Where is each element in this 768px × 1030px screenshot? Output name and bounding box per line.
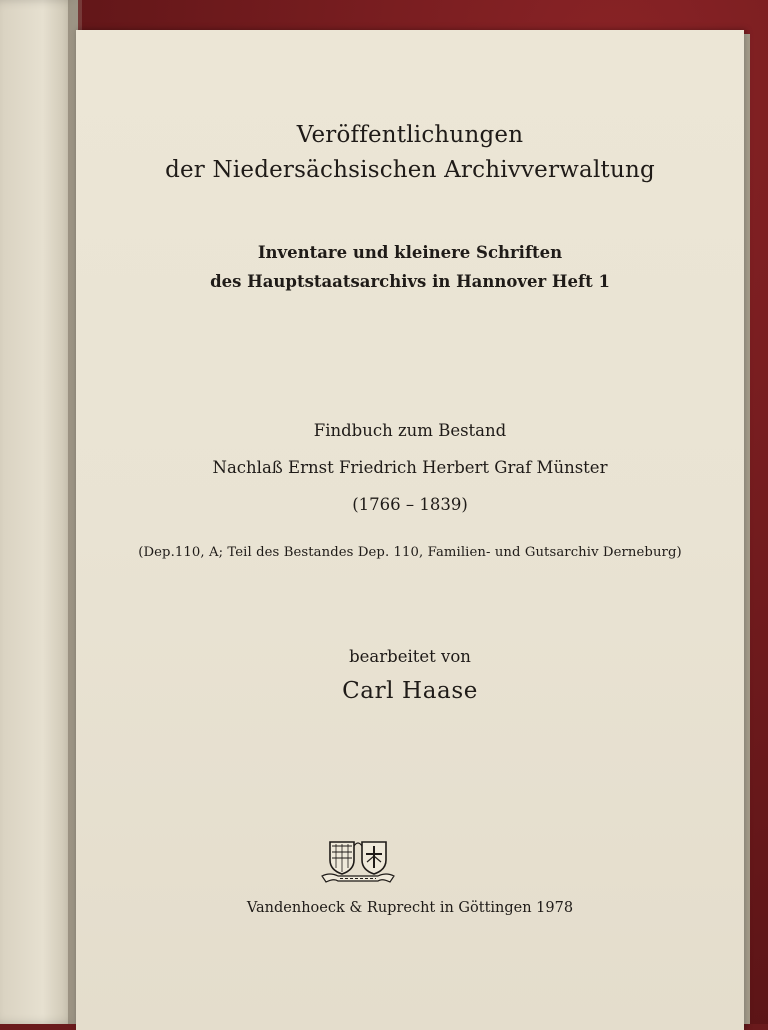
series-title-line-2: der Niedersächsischen Archivverwaltung	[165, 157, 655, 183]
work-dates: (1766 – 1839)	[352, 495, 468, 514]
subseries-line-1: Inventare und kleinere Schriften	[257, 243, 563, 262]
subseries-line-2: des Hauptstaatsarchivs in Hannover Heft 1	[210, 272, 610, 291]
deposit-note: (Dep.110, A; Teil des Bestandes Dep. 110, Familien- und Gutsarchiv Derneburg)	[138, 545, 682, 560]
facing-page-edge	[0, 0, 78, 1024]
work-title-line-2: Nachlaß Ernst Friedrich Herbert Graf Münster	[212, 458, 608, 477]
editor-label: bearbeitet von	[349, 647, 471, 666]
series-title-line-1: Veröffentlichungen	[296, 122, 524, 148]
subseries-title	[76, 238, 744, 296]
publisher-line: Vandenhoeck & Ruprecht in Göttingen 1978	[246, 900, 574, 916]
editor-name: Carl Haase	[342, 678, 478, 704]
series-title	[76, 118, 744, 188]
title-page	[76, 30, 744, 1030]
publisher-crest-icon	[320, 836, 396, 884]
work-title	[76, 412, 744, 523]
work-title-line-1: Findbuch zum Bestand	[313, 421, 507, 440]
